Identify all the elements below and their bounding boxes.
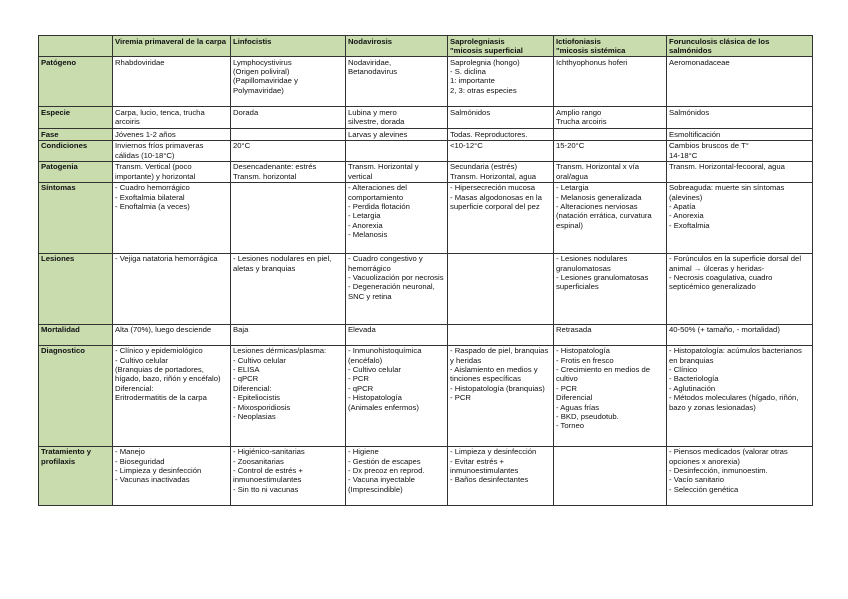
table-cell: Transm. Vertical (poco importante) y horizontal (113, 161, 231, 182)
table-cell: Salmónidos (667, 107, 813, 129)
table-cell: Baja (231, 324, 346, 345)
row-label: Condiciones (39, 140, 113, 161)
table-cell: 20°C (231, 140, 346, 161)
table-cell: Cambios bruscos de T° 14-18°C (667, 140, 813, 161)
table-cell: - Cuadro hemorrágico - Exoftalmia bilateral - Enoftalmia (a veces) (113, 182, 231, 253)
table-cell: Ichthyophonus hoferi (554, 57, 667, 107)
table-cell: - Lesiones nodulares granulomatosas - Lesiones granulomatosas superficiales (554, 253, 667, 324)
header-cell-saprolegniasis: Saprolegniasis "micosis superficial (448, 36, 554, 57)
header-cell-linfocistis: Linfocistis (231, 36, 346, 57)
header-cell-corner (39, 36, 113, 57)
table-cell: Desencadenante: estrés Transm. horizontal (231, 161, 346, 182)
table-cell (448, 253, 554, 324)
table-cell: - Raspado de piel, branquias y heridas - Aislamiento en medios y tinciones específicas - Histopatología (branquias) - PCR (448, 345, 554, 446)
table-cell: - Higiene - Gestión de escapes - Dx precoz en reprod. - Vacuna inyectable (Imprescindible) (346, 446, 448, 505)
table-cell: Saprolegnia (hongo) - S. diclina 1: importante 2, 3: otras especies (448, 57, 554, 107)
table-cell: Lymphocystivirus (Origen poliviral) (Papillomaviridae y Polymaviridae) (231, 57, 346, 107)
row-label: Especie (39, 107, 113, 129)
table-cell: - Clínico y epidemiológico - Cultivo celular (Branquias de portadores, hígado, bazo, riñón y encéfalo) Diferencial: Eritrodermatitis de la carpa (113, 345, 231, 446)
table-cell (346, 140, 448, 161)
table-cell: - Letargia - Melanosis generalizada - Alteraciones nerviosas (natación errática, curvatura espinal) (554, 182, 667, 253)
table-row (39, 107, 813, 129)
row-label: Lesiones (39, 253, 113, 324)
row-label: Fase (39, 129, 113, 141)
table-cell: - Hipersecreción mucosa - Masas algodonosas en la superficie corporal del pez (448, 182, 554, 253)
table-cell: - Alteraciones del comportamiento - Perdida flotación - Letargia - Anorexia - Melanosis (346, 182, 448, 253)
table-cell: Aeromonadaceae (667, 57, 813, 107)
table-cell (554, 129, 667, 141)
table-cell: Sobreaguda: muerte sin síntomas (alevines) - Apatía - Anorexia - Exoftalmia (667, 182, 813, 253)
row-label: Tratamiento y profilaxis (39, 446, 113, 505)
row-label: Síntomas (39, 182, 113, 253)
table-cell: 15-20°C (554, 140, 667, 161)
table-cell: Todas. Reproductores. (448, 129, 554, 141)
table-cell: - Manejo - Bioseguridad - Limpieza y desinfección - Vacunas inactivadas (113, 446, 231, 505)
disease-comparison-table (38, 35, 813, 506)
table-row (39, 57, 813, 107)
table-cell: Secundaria (estrés) Transm. Horizontal, agua (448, 161, 554, 182)
table-cell: - Cuadro congestivo y hemorrágico - Vacuolización por necrosis - Degeneración neuronal, SNC y retina (346, 253, 448, 324)
table-cell: Retrasada (554, 324, 667, 345)
table-cell: - Vejiga natatoria hemorrágica (113, 253, 231, 324)
header-cell-nodavirosis: Nodavirosis (346, 36, 448, 57)
table-cell: - Forúnculos en la superficie dorsal del animal → úlceras y heridas- - Necrosis coagulativa, cuadro septicémico generalizado (667, 253, 813, 324)
table-cell: Lubina y mero silvestre, dorada (346, 107, 448, 129)
table-cell: - Piensos medicados (valorar otras opciones x anorexia) - Desinfección, inmunoestim. - Vacío sanitario - Selección genética (667, 446, 813, 505)
table-row (39, 161, 813, 182)
table-row (39, 324, 813, 345)
table-cell: Transm. Horizontal y vertical (346, 161, 448, 182)
table-cell: Esmoltificación (667, 129, 813, 141)
table-cell: Dorada (231, 107, 346, 129)
row-label: Patógeno (39, 57, 113, 107)
table-cell: - Higiénico-sanitarias - Zoosanitarias - Control de estrés + inmunoestimulantes - Sin tto ni vacunas (231, 446, 346, 505)
row-label: Mortalidad (39, 324, 113, 345)
row-label: Patogenia (39, 161, 113, 182)
table-cell: - Histopatología - Frotis en fresco - Crecimiento en medios de cultivo - PCR Diferencial - Aguas frías - BKD, pseudotub. - Torneo (554, 345, 667, 446)
table-cell: Transm. Horizontal x vía oral/agua (554, 161, 667, 182)
table-cell (554, 446, 667, 505)
table-cell: Jóvenes 1-2 años (113, 129, 231, 141)
table-cell: Alta (70%), luego desciende (113, 324, 231, 345)
table-cell: Nodaviridae, Betanodavirus (346, 57, 448, 107)
table-cell: - Limpieza y desinfección - Evitar estrés + inmunoestimulantes - Baños desinfectantes (448, 446, 554, 505)
table-cell (231, 182, 346, 253)
table-cell: 40-50% (+ tamaño, - mortalidad) (667, 324, 813, 345)
table-body (39, 57, 813, 506)
table-cell: - Lesiones nodulares en piel, aletas y branquias (231, 253, 346, 324)
table-cell (448, 324, 554, 345)
table-row (39, 345, 813, 446)
table-cell: <10-12°C (448, 140, 554, 161)
table-cell (231, 129, 346, 141)
table-row (39, 182, 813, 253)
table-cell: Salmónidos (448, 107, 554, 129)
table-cell: Amplio rango Trucha arcoiris (554, 107, 667, 129)
header-cell-viremia: Viremia primaveral de la carpa (113, 36, 231, 57)
table-row (39, 253, 813, 324)
table-cell: - Inmunohistoquímica (encéfalo) - Cultivo celular - PCR - qPCR - Histopatología (Animales enfermos) (346, 345, 448, 446)
table-cell: Inviernos fríos primaveras cálidas (10-18°C) (113, 140, 231, 161)
table-cell: - Histopatología: acúmulos bacterianos en branquias - Clínico - Bacteriología - Aglutinación - Métodos moleculares (hígado, riñón, bazo y zonas lesionadas) (667, 345, 813, 446)
table-cell: Larvas y alevines (346, 129, 448, 141)
header-cell-forunculosis: Forunculosis clásica de los salmónidos (667, 36, 813, 57)
table-cell: Elevada (346, 324, 448, 345)
table-row (39, 129, 813, 141)
row-label: Diagnostico (39, 345, 113, 446)
table-cell: Lesiones dérmicas/plasma: - Cultivo celular - ELISA - qPCR Diferencial: - Epiteliocistis - Mixosporidiosis - Neoplasias (231, 345, 346, 446)
table-cell: Rhabdoviridae (113, 57, 231, 107)
table-row (39, 446, 813, 505)
table-cell: Transm. Horizontal-fecooral, agua (667, 161, 813, 182)
table-cell: Carpa, lucio, tenca, trucha arcoiris (113, 107, 231, 129)
table-row (39, 140, 813, 161)
header-cell-ictiofoniasis: Ictiofoniasis "micosis sistémica (554, 36, 667, 57)
header-row (39, 36, 813, 57)
